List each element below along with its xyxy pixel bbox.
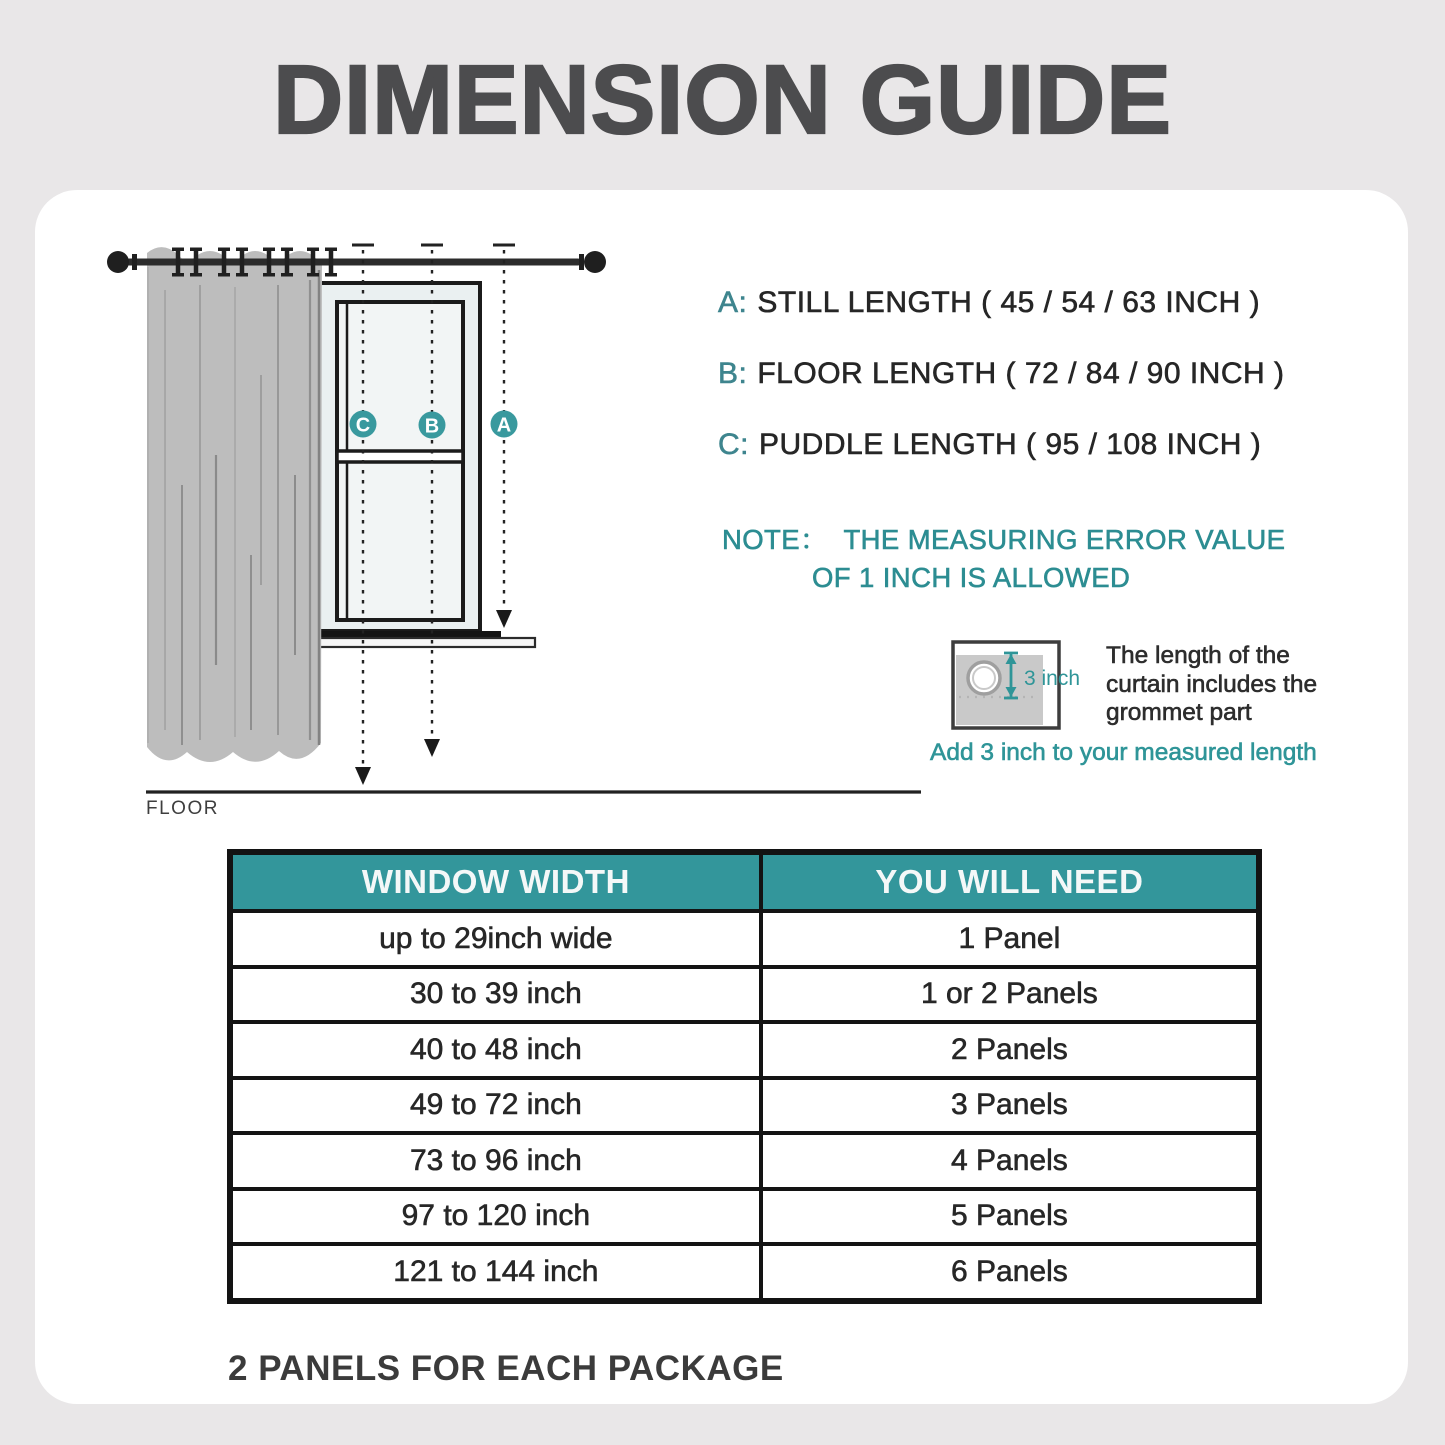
marker-letter-a: A [496,414,512,437]
col-header-you-will-need: YOU WILL NEED [761,852,1259,911]
window-width-cell: 40 to 48 inch [230,1022,761,1078]
table-row [230,1189,1259,1245]
grommet-add-note: Add 3 inch to your measured length [930,739,1317,766]
window-width-cell: 121 to 144 inch [230,1244,761,1301]
spec-prefix-c: C: [718,428,749,461]
window-width-cell: 30 to 39 inch [230,967,761,1023]
spec-prefix-a: A: [718,286,748,319]
window-width-cell: up to 29inch wide [230,911,761,967]
footer-note: 2 PANELS FOR EACH PACKAGE [228,1349,784,1388]
spec-text-b: FLOOR LENGTH ( 72 / 84 / 90 INCH ) [757,357,1285,390]
grommet-hole [973,667,995,689]
window-sill-shelf [307,638,535,647]
marker-letter-c: C [355,414,371,437]
table-row [230,1022,1259,1078]
rod-finial-right [584,251,606,273]
panels-cell: 4 Panels [761,1133,1259,1189]
spec-prefix-b: B: [718,357,748,390]
panels-cell: 1 Panel [761,911,1259,967]
window-meeting-rail [337,451,463,462]
note-line-2: OF 1 INCH IS ALLOWED [812,562,1131,593]
col-header-window-width: WINDOW WIDTH [230,852,761,911]
table-row [230,1133,1259,1189]
floor-label: FLOOR [146,798,219,819]
panels-cell: 1 or 2 Panels [761,967,1259,1023]
window-width-cell: 73 to 96 inch [230,1133,761,1189]
panels-cell: 3 Panels [761,1078,1259,1134]
page-title: DIMENSION GUIDE [273,45,1172,154]
table-row [230,911,1259,967]
table-row [230,1078,1259,1134]
table-header-row [230,852,1259,911]
arrowhead-c [355,767,371,785]
spec-text-a: STILL LENGTH ( 45 / 54 / 63 INCH ) [757,286,1261,319]
panels-cell: 2 Panels [761,1022,1259,1078]
measure-label: 3 inch [1024,667,1081,690]
table-row [230,967,1259,1023]
grommet-fabric [956,655,1043,725]
length-spec-b [718,357,1285,391]
arrowhead-b [424,739,440,757]
panels-cell: 6 Panels [761,1244,1259,1301]
spec-text-c: PUDDLE LENGTH ( 95 / 108 INCH ) [759,428,1262,461]
curtain [147,247,322,762]
window-width-cell: 97 to 120 inch [230,1189,761,1245]
length-spec-c [718,428,1261,462]
table-row [230,1244,1259,1301]
panel-table [227,849,1262,1304]
panels-cell: 5 Panels [761,1189,1259,1245]
length-spec-a [718,286,1260,320]
rod-finial-left [107,251,129,273]
grommet-description: The length of the curtain includes the grommet part [1106,642,1318,727]
note-line-1: NOTE： THE MEASURING ERROR VALUE [722,524,1286,555]
window-width-cell: 49 to 72 inch [230,1078,761,1134]
marker-letter-b: B [424,415,440,438]
window [307,283,535,647]
arrowhead-a [496,610,512,628]
